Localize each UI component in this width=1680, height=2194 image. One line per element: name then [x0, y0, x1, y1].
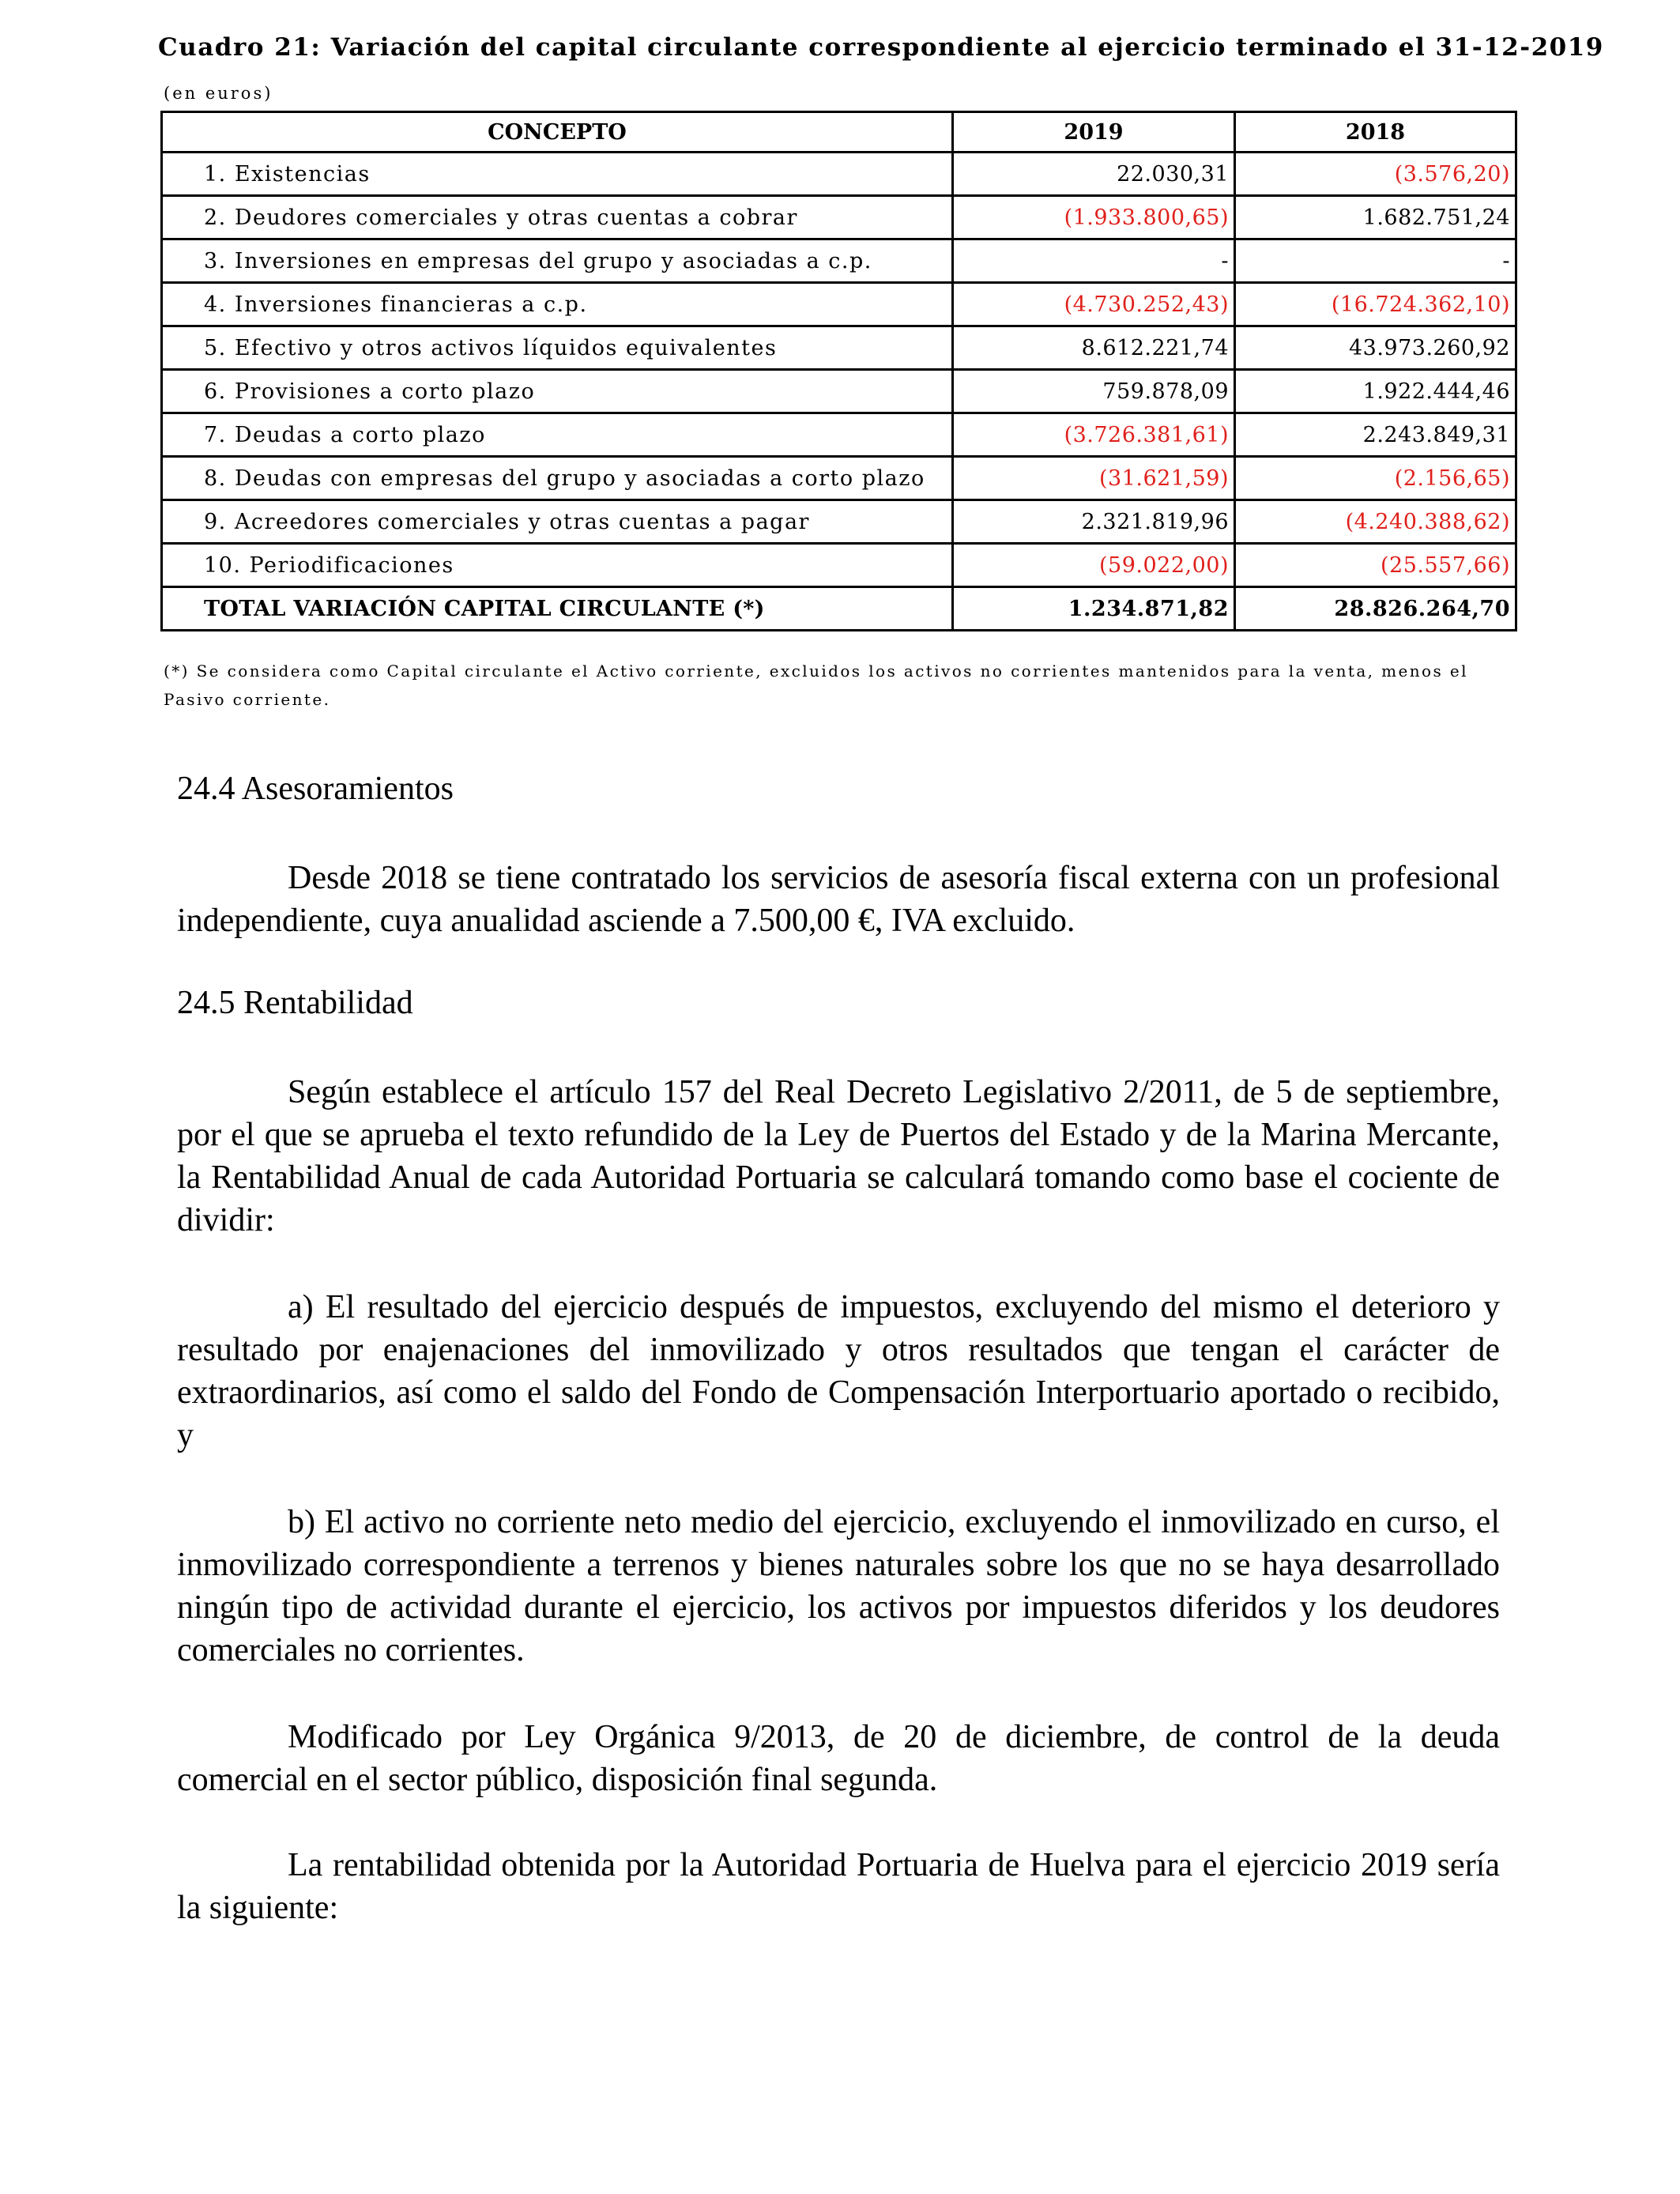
table-row: [162, 457, 1516, 500]
row-value-2019: -: [953, 239, 1235, 283]
header-2018: 2018: [1235, 112, 1516, 153]
table-row: [162, 413, 1516, 457]
table-total-row: [162, 587, 1516, 631]
header-concepto: CONCEPTO: [162, 112, 953, 153]
row-value-2018: (16.724.362,10): [1235, 283, 1516, 326]
table-title: Cuadro 21: Variación del capital circulante correspondiente al ejercicio terminado el 31-12-2019: [158, 33, 1604, 62]
table-header-row: [162, 112, 1516, 153]
row-concept: 5. Efectivo y otros activos líquidos equivalentes: [162, 326, 953, 370]
row-concept: 3. Inversiones en empresas del grupo y asociadas a c.p.: [162, 239, 953, 283]
total-value-2018: 28.826.264,70: [1235, 587, 1516, 631]
paragraph-text: Según establece el artículo 157 del Real Decreto Legislativo 2/2011, de 5 de septiembre, por el que se aprueba el texto refundido de la Ley de Puertos del Estado y de la Marina Mercante, la Rentabilidad Anual de cada Autoridad Portuaria se calculará tomando como base el cociente de dividir:: [177, 1074, 1500, 1238]
row-value-2018: (3.576,20): [1235, 153, 1516, 196]
paragraph-rentabilidad-huelva: [177, 1844, 1500, 1929]
row-value-2018: -: [1235, 239, 1516, 283]
row-concept: 1. Existencias: [162, 153, 953, 196]
row-value-2018: (2.156,65): [1235, 457, 1516, 500]
table-row: [162, 283, 1516, 326]
section-heading-asesoramientos: 24.4 Asesoramientos: [177, 771, 454, 807]
row-value-2019: 8.612.221,74: [953, 326, 1235, 370]
paragraph-rentabilidad-a: [177, 1286, 1500, 1457]
table-row: [162, 544, 1516, 587]
row-value-2019: (4.730.252,43): [953, 283, 1235, 326]
row-value-2018: 1.922.444,46: [1235, 370, 1516, 413]
total-value-2019: 1.234.871,82: [953, 587, 1235, 631]
row-value-2019: 2.321.819,96: [953, 500, 1235, 544]
table-row: [162, 500, 1516, 544]
table-row: [162, 153, 1516, 196]
total-concept: TOTAL VARIACIÓN CAPITAL CIRCULANTE (*): [162, 587, 953, 631]
row-concept: 2. Deudores comerciales y otras cuentas a cobrar: [162, 196, 953, 239]
paragraph-text: Modificado por Ley Orgánica 9/2013, de 20 de diciembre, de control de la deuda comercial en el sector público, disposición final segunda.: [177, 1719, 1500, 1798]
row-concept: 8. Deudas con empresas del grupo y asociadas a corto plazo: [162, 457, 953, 500]
row-value-2018: (4.240.388,62): [1235, 500, 1516, 544]
capital-circulante-table: [160, 111, 1517, 631]
table-row: [162, 239, 1516, 283]
row-value-2019: (59.022,00): [953, 544, 1235, 587]
row-value-2018: 2.243.849,31: [1235, 413, 1516, 457]
row-value-2019: (3.726.381,61): [953, 413, 1235, 457]
row-concept: 7. Deudas a corto plazo: [162, 413, 953, 457]
paragraph-text: a) El resultado del ejercicio después de impuestos, excluyendo del mismo el deterioro y resultado por enajenaciones del inmovilizado y otros resultados que tengan el carácter de extraordinarios, así como el saldo del Fondo de Compensación Interportuario aportado o recibido, y: [177, 1289, 1500, 1453]
paragraph-rentabilidad-intro: [177, 1071, 1500, 1242]
row-value-2018: 43.973.260,92: [1235, 326, 1516, 370]
row-concept: 4. Inversiones financieras a c.p.: [162, 283, 953, 326]
row-value-2018: (25.557,66): [1235, 544, 1516, 587]
table-units: (en euros): [164, 84, 273, 103]
header-2019: 2019: [953, 112, 1235, 153]
table-row: [162, 196, 1516, 239]
paragraph-asesoramientos: [177, 857, 1500, 942]
row-concept: 9. Acreedores comerciales y otras cuentas a pagar: [162, 500, 953, 544]
paragraph-text: Desde 2018 se tiene contratado los servicios de asesoría fiscal externa con un profesional independiente, cuya anualidad asciende a 7.500,00 €, IVA excluido.: [177, 860, 1500, 939]
section-heading-rentabilidad: 24.5 Rentabilidad: [177, 985, 413, 1021]
row-value-2019: 22.030,31: [953, 153, 1235, 196]
paragraph-text: La rentabilidad obtenida por la Autoridad Portuaria de Huelva para el ejercicio 2019 sería la siguiente:: [177, 1847, 1500, 1926]
paragraph-text: b) El activo no corriente neto medio del ejercicio, excluyendo el inmovilizado en curso, el inmovilizado correspondiente a terrenos y bienes naturales sobre los que no se haya desarrollado ningún tipo de actividad durante el ejercicio, los activos por impuestos diferidos y los deudores comerciales no corrientes.: [177, 1504, 1500, 1668]
paragraph-rentabilidad-b: [177, 1501, 1500, 1672]
row-value-2019: (1.933.800,65): [953, 196, 1235, 239]
row-value-2019: (31.621,59): [953, 457, 1235, 500]
row-value-2018: 1.682.751,24: [1235, 196, 1516, 239]
table-row: [162, 370, 1516, 413]
row-value-2019: 759.878,09: [953, 370, 1235, 413]
table-footnote: (*) Se considera como Capital circulante el Activo corriente, excluidos los activos no corrientes mantenidos para la venta, menos el Pasivo corriente.: [164, 662, 1468, 709]
row-concept: 10. Periodificaciones: [162, 544, 953, 587]
row-concept: 6. Provisiones a corto plazo: [162, 370, 953, 413]
paragraph-modificacion: [177, 1716, 1500, 1801]
table-row: [162, 326, 1516, 370]
